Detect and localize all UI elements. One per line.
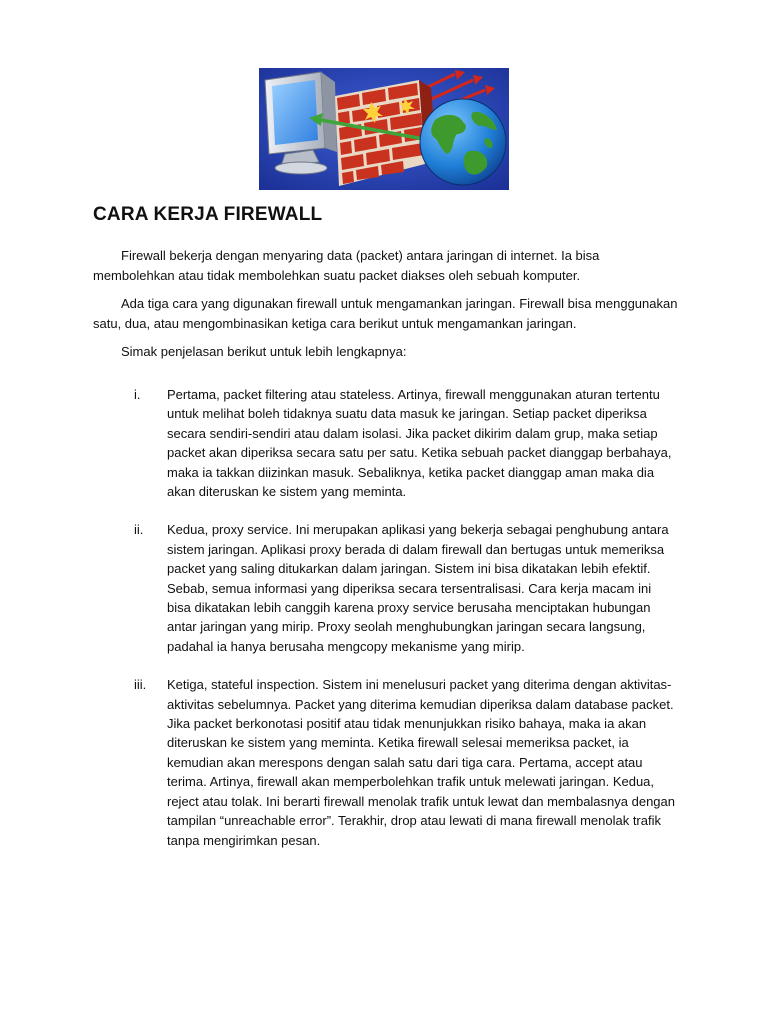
list-item xyxy=(93,520,678,656)
paragraph-methods: Ada tiga cara yang digunakan firewall untuk mengamankan jaringan. Firewall bisa menggunakan satu, dua, atau mengombinasikan ketiga cara berikut untuk mengamankan jaringan. xyxy=(93,296,678,331)
list-marker: iii. xyxy=(134,677,147,693)
globe-icon xyxy=(420,99,506,185)
list-item-text: Ketiga, stateful inspection. Sistem ini menelusuri packet yang diterima dengan aktivitas-aktivitas sebelumnya. Packet yang diterima kemudian diperiksa dalam database packet. Jika packet berkonotasi positif atau tidak menunjukkan risiko bahaya, maka ia akan diteruskan ke sistem yang meminta. Ketika firewall selesai memeriksa packet, ia kemudian akan merespons dengan salah satu dari tiga cara. Pertama, accept atau terima. Artinya, firewall akan memperbolehkan trafik untuk melewati jaringan. Kedua, reject atau tolak. Ini berarti firewall menolak trafik untuk lewat dan membalasnya dengan tampilan “unreachable error”. Terakhir, drop atau lewati di mana firewall menolak trafik tanpa mengirimkan pesan. xyxy=(167,677,675,848)
list-marker: ii. xyxy=(134,522,144,538)
list-item-text: Kedua, proxy service. Ini merupakan aplikasi yang bekerja sebagai penghubung antara sistem jaringan. Aplikasi proxy berada di dalam firewall dan bertugas untuk memeriksa packet yang saling ditukarkan dalam jaringan. Sistem ini bisa dikatakan lebih efektif. Sebab, semua informasi yang diperiksa secara tersentralisasi. Cara kerja macam ini bisa dikatakan lebih canggih karena proxy service berusaha menciptakan hubungan antar jaringan yang mirip. Proxy seolah menghubungkan jaringan secara langsung, padahal ia hanya berusaha mengcopy mekanisme yang mirip. xyxy=(167,522,669,654)
paragraph-lead-in: Simak penjelasan berikut untuk lebih lengkapnya: xyxy=(121,344,407,360)
list-item xyxy=(93,385,678,501)
document-body xyxy=(93,203,678,869)
document-title: CARA KERJA FIREWALL xyxy=(93,204,323,225)
firewall-illustration xyxy=(259,68,509,190)
method-list xyxy=(93,385,678,850)
list-marker: i. xyxy=(134,386,141,402)
list-item xyxy=(93,675,678,850)
paragraph-intro: Firewall bekerja dengan menyaring data (packet) antara jaringan di internet. Ia bisa membolehkan atau tidak membolehkan suatu packet diakses oleh sebuah komputer. xyxy=(93,248,600,283)
list-item-text: Pertama, packet filtering atau stateless. Artinya, firewall menggunakan aturan tertentu untuk melihat boleh tidaknya suatu data masuk ke jaringan. Setiap packet diperiksa secara sendiri-sendiri atau dalam isolasi. Jika packet dikirim dalam grup, maka setiap packet akan diperiksa secara satu per satu. Ketika sebuah packet dianggap berbahaya, maka ia takkan diizinkan masuk. Sebaliknya, ketika packet dianggap aman maka dia akan diteruskan ke sistem yang meminta. xyxy=(167,386,672,499)
